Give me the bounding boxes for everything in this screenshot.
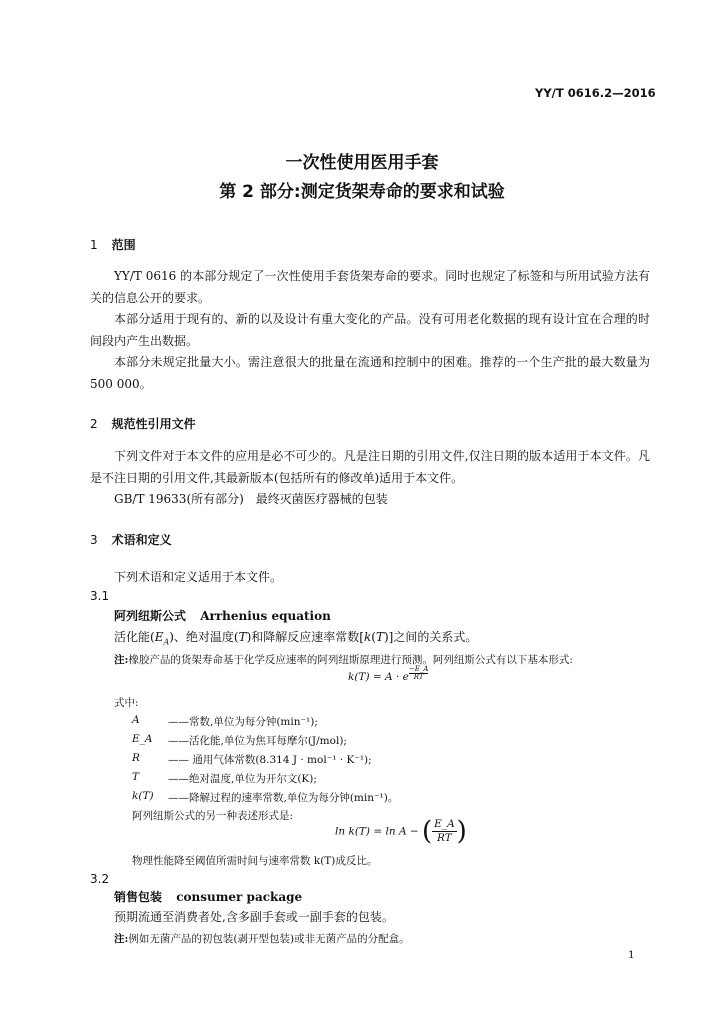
section-number: 1 [90, 238, 98, 252]
arrhenius-log-formula: ln k(T) = ln A − ( $\frac{E\_A}{RT}$ ) [335, 816, 467, 847]
arrhenius-formula [348, 665, 429, 683]
variable-symbol: A [132, 714, 140, 726]
document-title-line2: 第 2 部分:测定货架寿命的要求和试验 [219, 182, 505, 202]
section-3-heading [90, 531, 172, 548]
normative-reference: GB/T 19633(所有部分) 最终灭菌医疗器械的包装 [114, 492, 388, 506]
term-number: 3.1 [90, 589, 110, 603]
definition-text: )和降解反应速率常数[ [246, 630, 364, 644]
document-title-line1: 一次性使用医用手套 [285, 153, 439, 173]
page-number: 1 [628, 949, 635, 961]
variable-symbol: k(T) [132, 790, 154, 802]
section-3-intro: 下列术语和定义适用于本文件。 [114, 570, 283, 584]
term-note [114, 652, 573, 667]
variable-description: —— 通用气体常数(8.314 J · mol⁻¹ · K⁻¹); [168, 754, 372, 766]
term-number: 3.2 [90, 872, 110, 886]
variable-description: ——降解过程的速率常数,单位为每分钟(min⁻¹)。 [168, 792, 399, 804]
formula-numerator: E_A [434, 818, 455, 830]
term-name [114, 606, 331, 627]
section-1-paragraph: 本部分适用于现有的、新的以及设计有重大变化的产品。没有可用老化数据的现有设计宜在合理的时间段内产生出数据。 [90, 312, 650, 348]
section-2-paragraph: 下列文件对于本文件的应用是必不可少的。凡是注日期的引用文件,仅注日期的版本适用于本文件。凡是不注日期的引用文件,其最新版本(包括所有的修改单)适用于本文件。 [90, 449, 650, 485]
formula-denominator: RT [437, 832, 452, 844]
term-definition: 活化能$(E_A)$、绝对温度(T)和降解反应速率常数[k(T)]之间的关系式。 [114, 630, 478, 647]
closing-text: 物理性能降至阈值所需时间与速率常数 k(T)成反比。 [132, 855, 378, 867]
variable-description: ——常数,单位为每分钟(min⁻¹); [168, 716, 318, 728]
document-number: YY/T 0616.2—2016 [535, 86, 656, 100]
formula-exponent-numerator: −E_A [408, 665, 429, 673]
section-title: 规范性引用文件 [111, 417, 196, 431]
formula-exponent-denominator: RT [413, 673, 424, 681]
term-name-cn: 销售包装 [114, 890, 163, 904]
section-1-paragraph: 本部分未规定批量大小。需注意很大的批量在流通和控制中的困难。推荐的一个生产批的最大数量为 500 000。 [90, 355, 650, 391]
definition-text: 活化能( [114, 630, 155, 644]
section-title: 范围 [111, 238, 136, 252]
term-name-en: Arrhenius equation [200, 609, 331, 623]
variable-description: ——绝对温度,单位为开尔文(K); [168, 773, 317, 785]
section-number: 2 [90, 417, 98, 431]
note-label: 注: [114, 933, 129, 945]
formula-lhs: ln k(T) = ln A − [335, 825, 419, 838]
variable-symbol: T [132, 771, 140, 783]
formula-lhs: k(T) = A · e [348, 671, 409, 683]
note-text: 橡胶产品的货架寿命基于化学反应速率的阿列纽斯原理进行预测。阿列纽斯公式有以下基本形式: [128, 654, 573, 666]
variable-symbol: E_A [132, 733, 153, 745]
note-text: 例如无菌产品的初包装(剥开型包装)或非无菌产品的分配盒。 [128, 933, 410, 945]
term-name-en: consumer package [176, 890, 303, 904]
term-note [114, 931, 410, 946]
section-number: 3 [90, 533, 98, 547]
term-name-cn: 阿列纽斯公式 [114, 609, 187, 623]
alternate-form-text: 阿列纽斯公式的另一种表述形式是: [132, 810, 294, 822]
variable-description: ——活化能,单位为焦耳每摩尔(J/mol); [168, 735, 347, 747]
section-title: 术语和定义 [111, 533, 172, 547]
where-label: 式中: [114, 697, 139, 709]
term-name [114, 887, 302, 908]
variable-symbol: R [132, 752, 140, 764]
section-1-heading [90, 236, 136, 253]
definition-text: )、绝对温度( [169, 630, 239, 644]
section-2-heading [90, 415, 196, 432]
note-label: 注: [114, 654, 129, 666]
section-1-paragraph: YY/T 0616 的本部分规定了一次性使用手套货架寿命的要求。同时也规定了标签和与所用试验方法有关的信息公开的要求。 [90, 269, 650, 305]
definition-text: ]之间的关系式。 [388, 630, 478, 644]
term-definition: 预期流通至消费者处,含多副手套或一副手套的包装。 [114, 910, 394, 924]
